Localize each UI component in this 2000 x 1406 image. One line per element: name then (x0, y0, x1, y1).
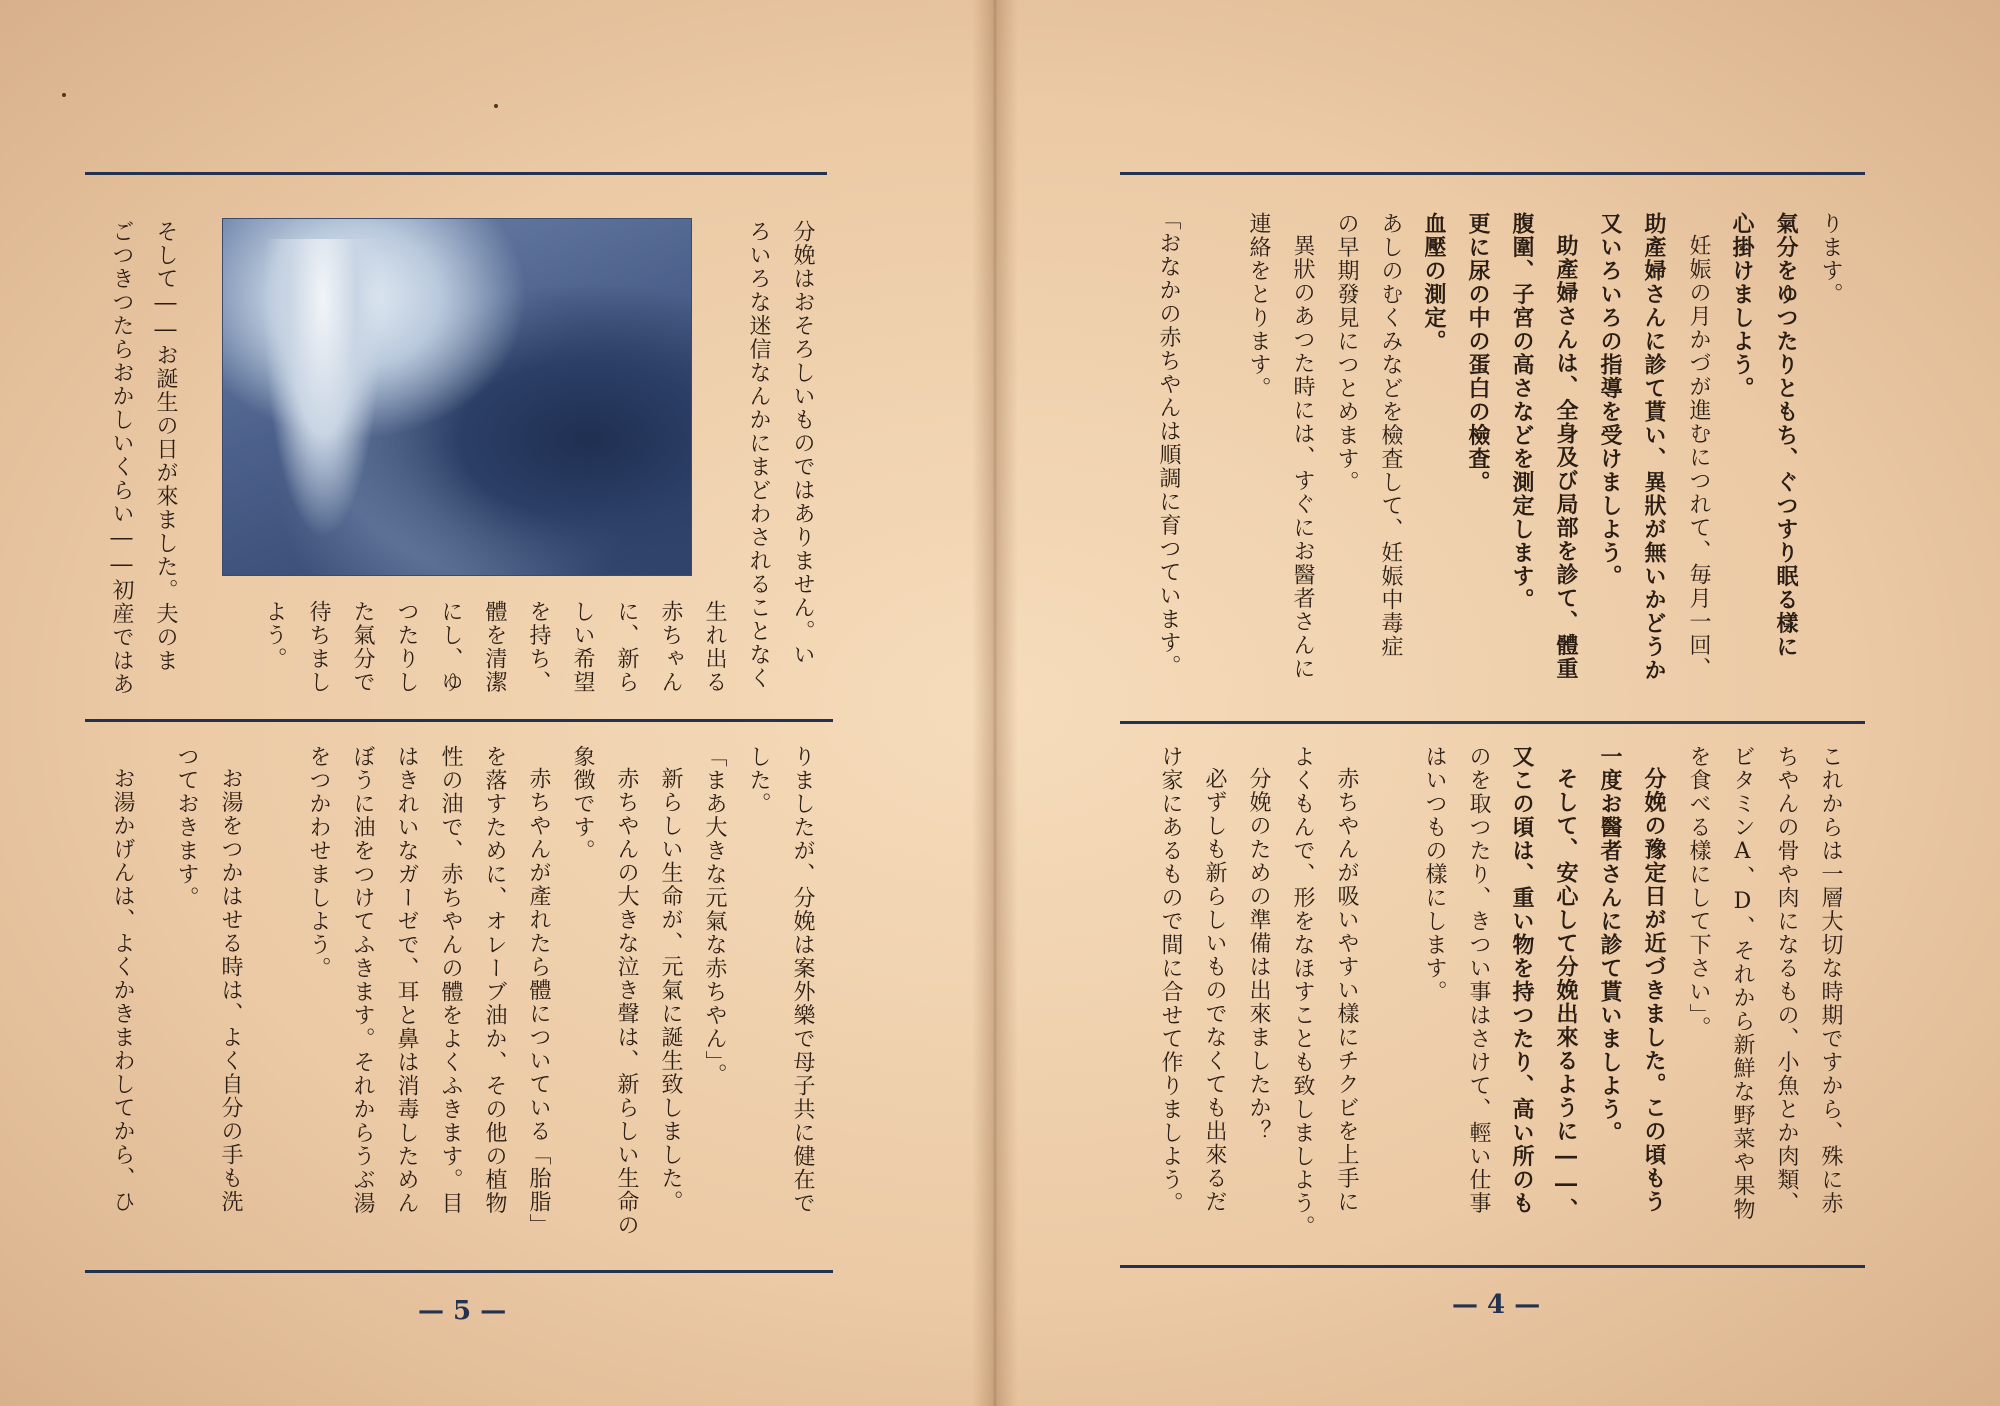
text-column: 助產婦さんは、全身及び局部を診て、體重 (1553, 234, 1579, 681)
text-column: はきれいなガーゼで、耳と鼻は消毒しためん (394, 745, 419, 1215)
right-top-rule (1120, 172, 1865, 175)
text-column: 一度お醫者さんに診て貰いましよう。 (1597, 745, 1623, 1145)
text-column: 又いろいろの指導を受けましよう。 (1597, 212, 1623, 588)
text-column: これからは一層大切な時期ですから、殊に赤 (1818, 745, 1843, 1215)
text-column: 氣分をゆつたりともち、ぐつすり眠る樣に (1773, 212, 1799, 659)
left-top-rule (85, 172, 827, 175)
text-column: そして――お誕生の日が來ました。夫のま (153, 220, 178, 673)
text-column: 性の油で、赤ちやんの體をよくふきます。目 (438, 745, 463, 1215)
text-column: りましたが、分娩は案外樂で母子共に健在で (790, 745, 815, 1215)
text-column: ります。 (1818, 212, 1843, 306)
text-column: のを取つたり、きつい事はさけて、輕い仕事 (1466, 745, 1491, 1215)
text-column: 更に尿の中の蛋白の檢査。 (1465, 212, 1491, 494)
text-column: 「おなかの赤ちやんは順調に育つています。 (1156, 208, 1181, 678)
text-column: 赤ちやんが吸いやすい樣にチクビを上手に (1334, 767, 1359, 1214)
text-column: あしのむくみなどを檢査して、妊娠中毒症 (1378, 212, 1403, 659)
text-column: 象徴です。 (570, 745, 595, 863)
text-column: 赤ちやんが產れたら體についている「胎脂」 (526, 767, 551, 1237)
text-column: ぼうに油をつけてふきます。それからうぶ湯 (350, 745, 375, 1215)
text-column: 腹圍、子宮の高さなどを測定します。 (1509, 212, 1535, 612)
text-column: 赤ちゃん (658, 600, 683, 694)
text-column: 分娩の豫定日が近づきました。この頃もう (1641, 767, 1667, 1214)
midwife-figure (263, 239, 383, 539)
text-column: 待ちまし (306, 600, 331, 694)
text-column: を落すために、オレーブ油か、その他の植物 (482, 745, 507, 1215)
text-column: の早期發見につとめます。 (1334, 212, 1359, 494)
page-number-right: — 4 — (1452, 1290, 1541, 1320)
text-column: しい希望 (570, 600, 595, 694)
text-column: 妊娠の月かづが進むにつれて、毎月一回、 (1686, 234, 1711, 681)
text-column: 體を清潔 (482, 600, 507, 694)
text-column: お湯をつかはせる時は、よく自分の手も洗 (218, 767, 243, 1214)
text-column: 分娩のための準備は出來ましたか？ (1246, 767, 1271, 1143)
text-column: をつかわせましよう。 (306, 745, 331, 980)
text-column: ごつきつたらおかしいくらい――初産ではあ (109, 220, 134, 696)
text-column: にし、ゆ (438, 600, 463, 694)
right-middle-rule (1120, 721, 1865, 724)
right-bottom-rule (1120, 1265, 1865, 1268)
text-column: を持ち、 (526, 600, 551, 694)
text-column: お湯かげんは、よくかきまわしてから、ひ (110, 767, 135, 1214)
text-column: 分娩はおそろしいものではありません。い (790, 220, 815, 667)
text-column: そして、安心して分娩出來るように――、 (1553, 767, 1579, 1222)
text-column: た氣分で (350, 600, 375, 694)
text-column: 助產婦さんに診て貰い、異狀が無いかどうか (1641, 212, 1667, 682)
book-gutter (972, 0, 1018, 1406)
text-column: ろいろな迷信なんかにまどわされることなく (746, 220, 771, 690)
midwife-photo (222, 218, 692, 576)
text-column: はいつもの樣にします。 (1422, 745, 1447, 1004)
text-column: 異狀のあつた時には、すぐにお醫者さんに (1290, 234, 1315, 681)
text-column: ちやんの骨や肉になるもの、小魚とか肉類、 (1774, 745, 1799, 1215)
text-column: つておきます。 (174, 745, 199, 910)
text-column: よう。 (262, 600, 287, 671)
text-column: よくもんで、形をなほすことも致しましよう。 (1290, 745, 1315, 1239)
page-number-left: — 5 — (418, 1296, 507, 1326)
text-column: した。 (746, 745, 771, 816)
text-column: ビタミンA、D、それから新鮮な野菜や果物 (1730, 745, 1755, 1221)
text-column: 又この頃は、重い物を持つたり、高い所のも (1509, 745, 1535, 1215)
text-column: を食べる樣にして下さい」。 (1686, 745, 1711, 1040)
text-column: に、新ら (614, 600, 639, 694)
text-column: け家にあるもので間に合せて作りましよう。 (1158, 745, 1183, 1215)
text-column: 新らしい生命が、元氣に誕生致しました。 (658, 767, 683, 1214)
text-column: 血壓の測定。 (1421, 212, 1447, 353)
text-column: 必ずしも新らしいものでなくても出來るだ (1202, 767, 1227, 1214)
left-bottom-rule (85, 1270, 833, 1273)
text-column: 生れ出る (702, 600, 727, 694)
text-column: 心掛けましよう。 (1729, 212, 1755, 400)
text-column: 連絡をとります。 (1246, 212, 1271, 400)
paper-speck (494, 104, 498, 108)
text-column: つたりし (394, 600, 419, 694)
paper-speck (62, 93, 66, 97)
left-middle-rule (85, 719, 833, 722)
text-column: 赤ちやんの大きな泣き聲は、新らしい生命の (614, 767, 639, 1237)
text-column: 「まあ大きな元氣な赤ちやん」。 (702, 745, 727, 1087)
